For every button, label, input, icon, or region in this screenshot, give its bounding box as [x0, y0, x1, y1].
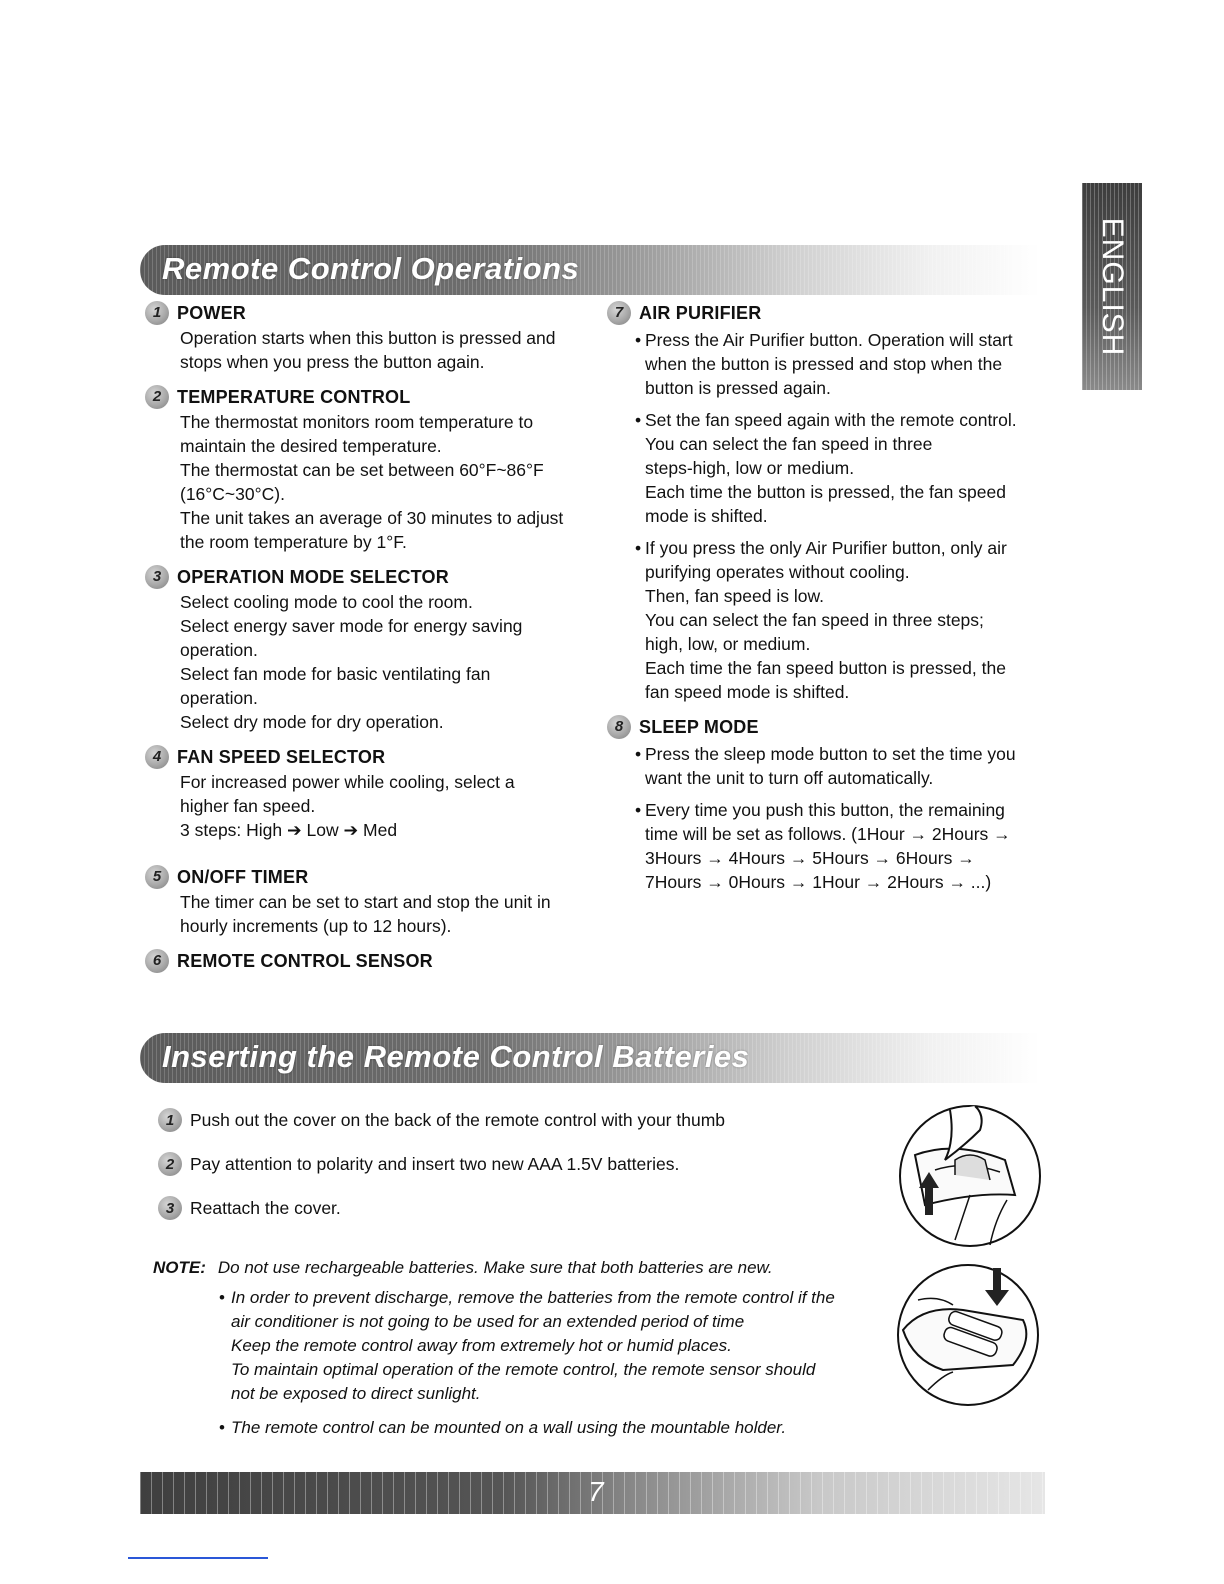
step-text: Reattach the cover. — [190, 1197, 341, 1218]
body-line: The unit takes an average of 30 minutes to adjust — [180, 508, 564, 528]
item-title: TEMPERATURE CONTROL — [177, 387, 411, 407]
operation-item — [607, 714, 1057, 894]
number-badge: 7 — [607, 301, 631, 325]
note-line: Keep the remote control away from extremely hot or humid places. — [231, 1336, 732, 1355]
bullet-line: Each time the button is pressed, the fan speed — [645, 482, 1006, 502]
body-line: operation. — [180, 640, 258, 660]
operation-item — [145, 564, 585, 734]
bullet-line: Each time the fan speed button is pressed, the — [645, 658, 1006, 678]
item-heading — [607, 714, 1057, 740]
footer-bar — [140, 1472, 1045, 1514]
body-line: The thermostat monitors room temperature to — [180, 412, 534, 432]
operation-item — [145, 744, 585, 842]
item-title: REMOTE CONTROL SENSOR — [177, 951, 433, 971]
body-line: Select cooling mode to cool the room. — [180, 592, 473, 612]
section-banner-remote-operations — [140, 245, 1040, 295]
body-line: Select dry mode for dry operation. — [180, 712, 444, 732]
language-tab — [1082, 183, 1142, 390]
item-title: POWER — [177, 303, 247, 323]
note-line: • In order to prevent discharge, remove the batteries from the remote control if the — [231, 1288, 835, 1307]
body-line: hourly increments (up to 12 hours). — [180, 916, 452, 936]
section-title: Remote Control Operations — [162, 251, 580, 286]
bullet-list — [607, 328, 1057, 704]
step-text: Push out the cover on the back of the remote control with your thumb — [190, 1109, 726, 1130]
section-title: Inserting the Remote Control Batteries — [162, 1039, 750, 1074]
item-heading — [145, 744, 585, 770]
battery-step — [158, 1150, 878, 1178]
item-title: AIR PURIFIER — [639, 303, 762, 323]
note-label: NOTE: — [153, 1258, 206, 1277]
bullet-line: • Press the Air Purifier button. Operation will start — [645, 330, 1013, 350]
note-line: To maintain optimal operation of the remote control, the remote sensor should — [231, 1360, 816, 1379]
bullet-line: 7Hours → 0Hours → 1Hour → 2Hours → ...) — [645, 872, 992, 892]
item-body — [145, 770, 585, 842]
bullet-line: steps-high, low or medium. — [645, 458, 855, 478]
number-badge: 2 — [158, 1152, 182, 1176]
item-title: SLEEP MODE — [639, 717, 759, 737]
item-title: OPERATION MODE SELECTOR — [177, 567, 449, 587]
operation-item — [145, 384, 585, 554]
remote-cover-illustration — [895, 1100, 1045, 1255]
item-heading — [145, 300, 585, 326]
body-line: The thermostat can be set between 60°F~86°F — [180, 460, 544, 480]
item-body — [145, 410, 585, 554]
body-line: the room temperature by 1°F. — [180, 532, 407, 552]
battery-step — [158, 1106, 878, 1134]
note-block — [153, 1256, 893, 1450]
number-badge: 8 — [607, 715, 631, 739]
body-line: Operation starts when this button is pressed and — [180, 328, 556, 348]
item-body — [145, 590, 585, 734]
bullet-line: mode is shifted. — [645, 506, 768, 526]
bullet-line: 3Hours → 4Hours → 5Hours → 6Hours → — [645, 848, 975, 868]
remote-battery-illustration — [893, 1260, 1043, 1410]
bullet-line: high, low, or medium. — [645, 634, 811, 654]
note-line: air conditioner is not going to be used for an extended period of time — [231, 1312, 745, 1331]
bullet-line: You can select the fan speed in three — [645, 434, 933, 454]
body-line: higher fan speed. — [180, 796, 316, 816]
bullet-line: • Set the fan speed again with the remote control. — [645, 410, 1017, 430]
bullet-line: when the button is pressed and stop when the — [645, 354, 1003, 374]
item-heading — [145, 864, 585, 890]
number-badge: 4 — [145, 745, 169, 769]
body-line: operation. — [180, 688, 258, 708]
note-bullet — [231, 1286, 893, 1406]
note-bullets — [153, 1286, 893, 1440]
operation-item — [145, 300, 585, 374]
operation-item — [607, 300, 1057, 704]
page-number: 7 — [588, 1476, 604, 1507]
body-line: stops when you press the button again. — [180, 352, 485, 372]
note-bullet — [231, 1416, 893, 1440]
bullet-line: • Every time you push this button, the remaining — [645, 800, 1005, 820]
body-line: maintain the desired temperature. — [180, 436, 442, 456]
note-text: Do not use rechargeable batteries. Make sure that both batteries are new. — [217, 1258, 773, 1277]
step-text: Pay attention to polarity and insert two new AAA 1.5V batteries. — [190, 1153, 680, 1174]
bullet-item — [645, 328, 1057, 400]
body-line: Select fan mode for basic ventilating fan — [180, 664, 491, 684]
body-line: 3 steps: High ➔ Low ➔ Med — [180, 820, 398, 840]
body-line: The timer can be set to start and stop the unit in — [180, 892, 551, 912]
bullet-list — [607, 742, 1057, 894]
note-line: not be exposed to direct sunlight. — [231, 1384, 481, 1403]
item-body — [145, 890, 585, 938]
right-column — [607, 300, 1057, 904]
body-line: For increased power while cooling, select a — [180, 772, 515, 792]
item-heading — [607, 300, 1057, 326]
item-heading — [145, 948, 585, 974]
item-title: ON/OFF TIMER — [177, 867, 309, 887]
bullet-line: purifying operates without cooling. — [645, 562, 910, 582]
operation-item — [145, 864, 585, 938]
bullet-line: • If you press the only Air Purifier button, only air — [645, 538, 1007, 558]
section-banner-batteries — [140, 1033, 1040, 1083]
operation-item — [145, 948, 585, 974]
item-body — [145, 326, 585, 374]
number-badge: 1 — [158, 1108, 182, 1132]
number-badge: 3 — [158, 1196, 182, 1220]
bullet-line: Then, fan speed is low. — [645, 586, 824, 606]
bullet-line: want the unit to turn off automatically. — [645, 768, 934, 788]
bullet-line: fan speed mode is shifted. — [645, 682, 850, 702]
note-line: • The remote control can be mounted on a wall using the mountable holder. — [231, 1418, 787, 1437]
number-badge: 6 — [145, 949, 169, 973]
item-heading — [145, 564, 585, 590]
bullet-item — [645, 408, 1057, 528]
bottom-rule — [128, 1557, 268, 1559]
item-heading — [145, 384, 585, 410]
battery-steps — [158, 1106, 878, 1238]
bullet-line: time will be set as follows. (1Hour → 2Hours → — [645, 824, 1011, 844]
left-column — [145, 300, 585, 984]
number-badge: 2 — [145, 385, 169, 409]
number-badge: 3 — [145, 565, 169, 589]
bullet-line: button is pressed again. — [645, 378, 831, 398]
number-badge: 1 — [145, 301, 169, 325]
number-badge: 5 — [145, 865, 169, 889]
body-line: Select energy saver mode for energy saving — [180, 616, 523, 636]
bullet-line: You can select the fan speed in three steps; — [645, 610, 984, 630]
bullet-item — [645, 536, 1057, 704]
battery-step — [158, 1194, 878, 1222]
bullet-line: • Press the sleep mode button to set the time you — [645, 744, 1016, 764]
language-tab-label: ENGLISH — [1096, 217, 1129, 356]
item-title: FAN SPEED SELECTOR — [177, 747, 386, 767]
bullet-item — [645, 742, 1057, 790]
body-line: (16°C~30°C). — [180, 484, 285, 504]
bullet-item — [645, 798, 1057, 894]
